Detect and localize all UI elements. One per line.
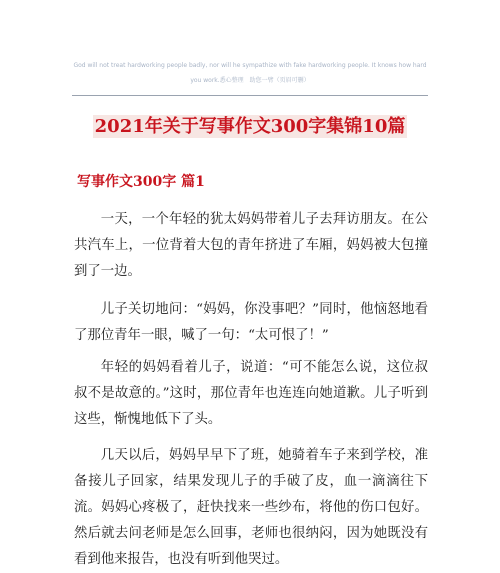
paragraph-3: 年轻的妈妈看着儿子，说道：“可不能怎么说，这位叔叔不是故意的。”这时，那位青年也连连向她道歉。儿子听到这些，惭愧地低下了头。 — [74, 360, 428, 427]
paragraph-1: 一天，一个年轻的犹太妈妈带着儿子去拜访朋友。在公共汽车上，一位背着大包的青年挤进了车厢，妈妈被大包撞到了一边。 — [74, 212, 428, 279]
paragraph-2: 儿子关切地问：“妈妈，你没事吧？”同时，他恼怒地看了那位青年一眼，喊了一句：“太可恨了！” — [74, 302, 428, 343]
section-heading: 写事作文300字 篇1 — [77, 174, 205, 190]
header-note: God will not treat hardworking people badly, nor will he sympathize with fake hardworking people. It knows how hard you work.悉心整理 助您一臂（页眉可删） — [73, 62, 427, 84]
document-title-text: 2021年关于写事作文300字集锦10篇 — [94, 116, 406, 137]
paragraph-4: 几天以后，妈妈早早下了班，她骑着车子来到学校，准备接儿子回家，结果发现儿子的手破了皮，血一滴滴往下流。妈妈心疼极了，赶快找来一些纱布，将他的伤口包好。然后就去问老师是怎么回事，老师也很纳闷，因为她既没有看到他来报告，也没有听到他哭过。 — [74, 448, 428, 567]
header-divider — [72, 95, 428, 96]
document-title — [60, 114, 440, 140]
